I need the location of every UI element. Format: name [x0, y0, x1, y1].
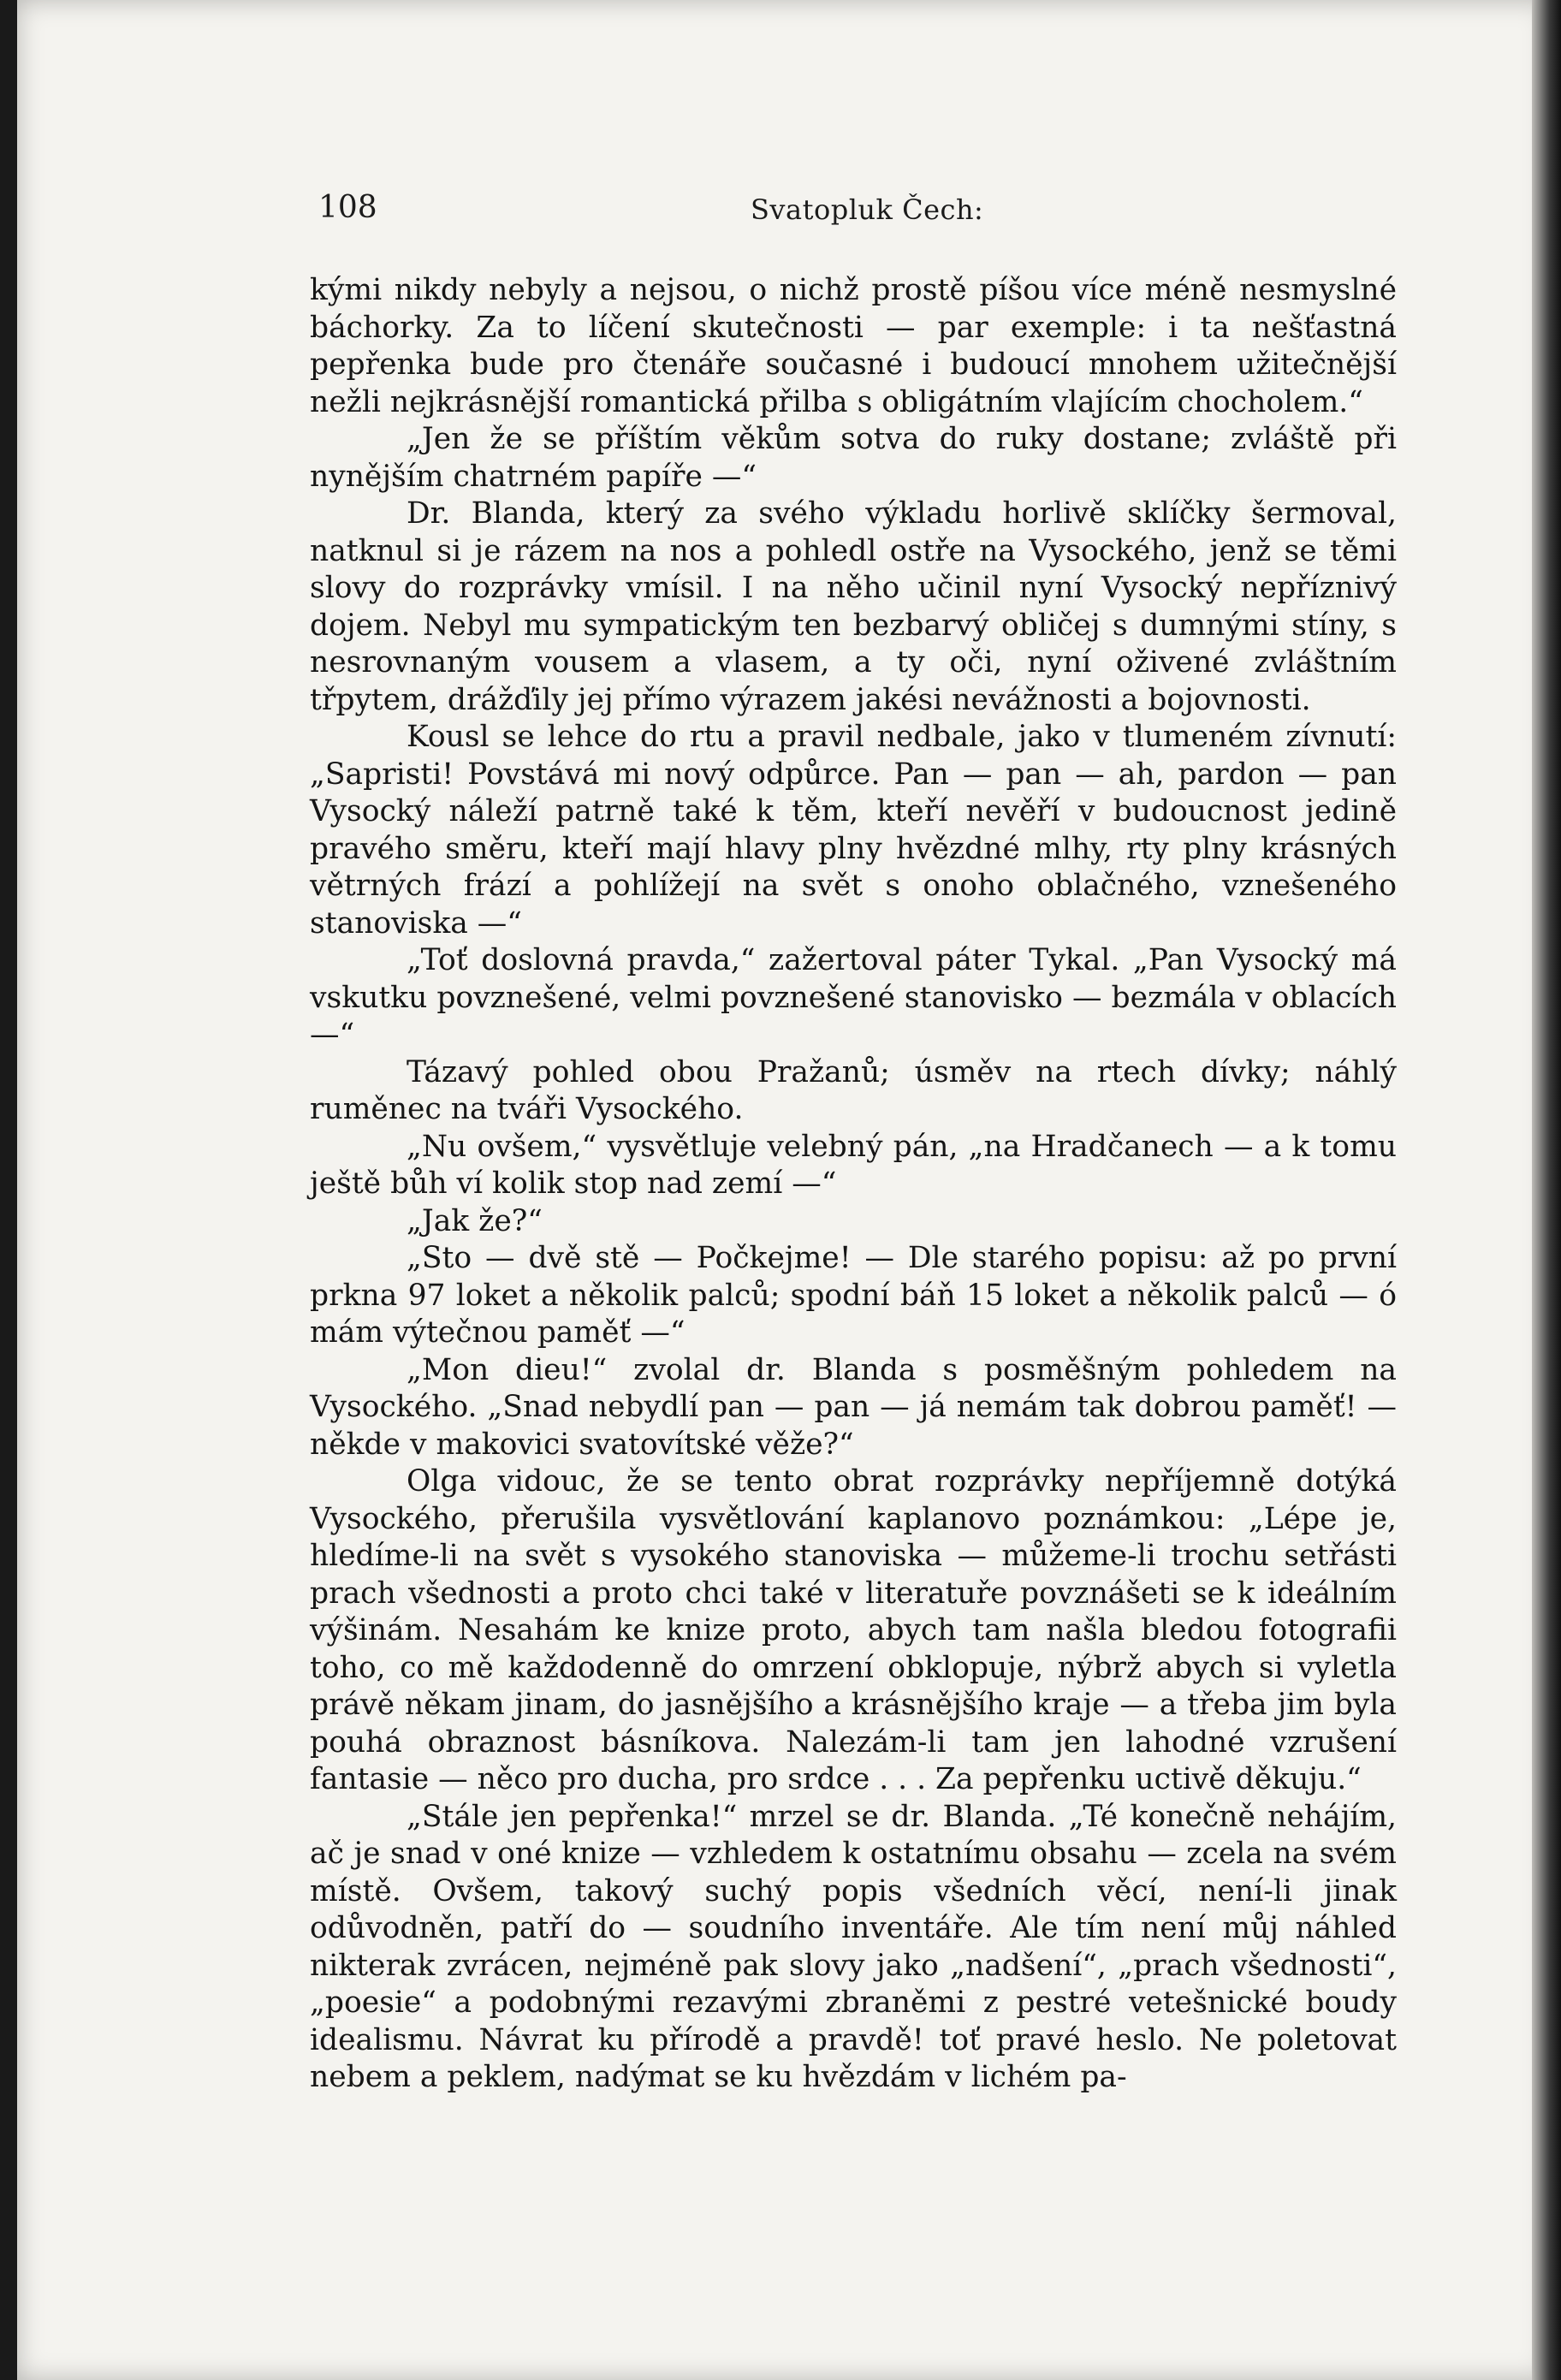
paragraph: Tázavý pohled obou Pražanů; úsměv na rtech dívky; náhlý ruměnec na tváři Vysockého. [310, 1054, 1397, 1126]
paragraph: „Mon dieu!“ zvolal dr. Blanda s posměšným pohledem na Vysockého. „Snad nebydlí pan — pan — já nemám tak dobrou paměť! — někde v makovici svatovítské věže?“ [310, 1352, 1397, 1462]
paragraph: Kousl se lehce do rtu a pravil nedbale, jako v tlumeném zívnutí: „Sapristi! Povstává mi nový odpůrce. Pan — pan — ah, pardon — pan Vysocký náleží patrně také k těm, kteří nevěří v budoucnost jedině pravého směru, kteří mají hlavy plny hvězdné mlhy, rty plny krásných větrných frází a pohlížejí na svět s onoho oblačného, vznešeného stanoviska —“ [310, 720, 1397, 941]
body-text [310, 272, 1397, 2097]
paragraph: „Stále jen pepřenka!“ mrzel se dr. Blanda. „Té konečně nehájím, ač je snad v oné knize — vzhledem k ostatnímu obsahu — zcela na svém místě. Ovšem, takový suchý popis všedních věcí, není-li jinak odůvodněn, patří do — soudního inventáře. Ale tím není můj náhled nikterak zvrácen, nejméně pak slovy jako „nadšení“, „prach všednosti“, „poesie“ a podobnými rezavými zbraněmi z pestré vetešnické boudy idealismu. Návrat ku přírodě a pravdě! toť pravé heslo. Ne poletovat nebem a peklem, nadýmat se ku hvězdám v lichém pa- [310, 1799, 1397, 2094]
page-number: 108 [318, 190, 377, 225]
book-page [17, 0, 1549, 2380]
running-title: Svatopluk Čech: [751, 193, 984, 226]
page-edge-shadow [1532, 0, 1561, 2380]
paragraph: „Toť doslovná pravda,“ zažertoval páter Tykal. „Pan Vysocký má vskutku povznešené, velmi povznešené stanovisko — bezmála v oblacích —“ [310, 943, 1397, 1052]
paragraph: Olga vidouc, že se tento obrat rozprávky nepříjemně dotýká Vysockého, přerušila vysvětlování kaplanovo poznámkou: „Lépe je, hledíme-li na svět s vysokého stanoviska — můžeme-li trochu setřásti prach všednosti a proto chci také v literatuře povznášeti se k ideálním výšinám. Nesahám ke knize proto, abych tam našla bledou fotografii toho, co mě každodenně do omrzení obklopuje, nýbrž abych si vyletla právě někam jinam, do jasnějšího a krásnějšího kraje — a třeba jim byla pouhá obraznost básníkova. Nalezám-li tam jen lahodné vzrušení fantasie — něco pro ducha, pro srdce . . . Za pepřenku uctivě děkuju.“ [310, 1464, 1397, 1796]
paragraph: „Jak že?“ [407, 1203, 543, 1238]
paragraph: Dr. Blanda, který za svého výkladu horlivě sklíčky šermoval, natknul si je rázem na nos a pohledl ostře na Vysockého, jenž se těmi slovy do rozprávky vmísil. I na něho učinil nyní Vysocký nepříznivý dojem. Nebyl mu sympatickým ten bezbarvý obličej s dumnými stíny, s nesrovnaným vousem a vlasem, a ty oči, nyní oživené zvláštním třpytem, drážďily jej přímo výrazem jakési nevážnosti a bojovnosti. [310, 496, 1397, 717]
paragraph: „Sto — dvě stě — Počkejme! — Dle starého popisu: až po první prkna 97 loket a několik palců; spodní báň 15 loket a několik palců — ó mám výtečnou paměť —“ [310, 1241, 1397, 1350]
paragraph: „Jen že se příštím věkům sotva do ruky dostane; zvláště při nynějším chatrném papíře —“ [310, 422, 1397, 494]
paragraph: „Nu ovšem,“ vysvětluje velebný pán, „na Hradčanech — a k tomu ještě bůh ví kolik stop nad zemí —“ [310, 1129, 1397, 1201]
paragraph: kými nikdy nebyly a nejsou, o nichž prostě píšou více méně nesmyslné báchorky. Za to líčení skutečnosti — par exemple: i ta nešťastná pepřenka bude pro čtenáře současné i budoucí mnohem užitečnější nežli nejkrásnější romantická přilba s obligátním vlajícím chocholem.“ [310, 273, 1397, 419]
page-header [318, 190, 1422, 233]
